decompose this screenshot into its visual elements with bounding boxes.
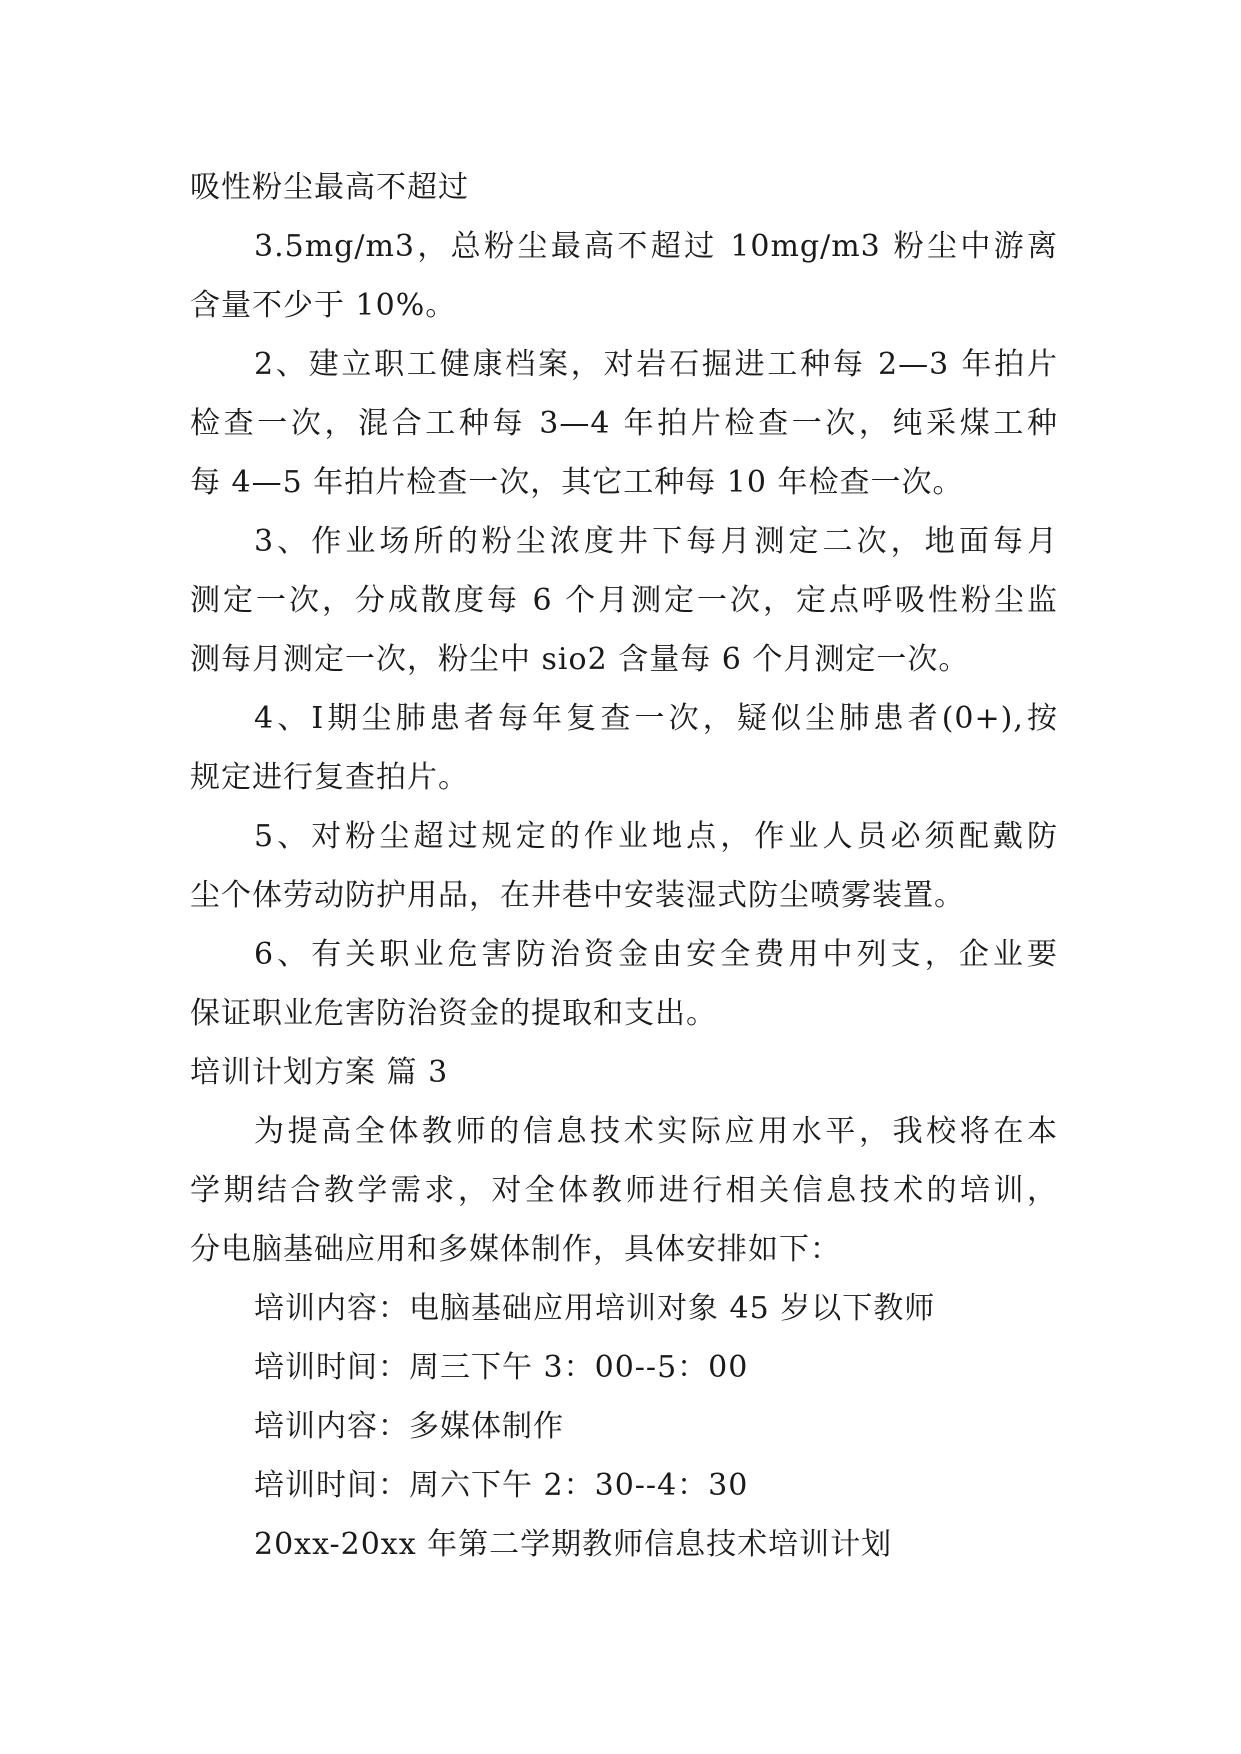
text-line: 3、作业场所的粉尘浓度井下每月测定二次，地面每月 [254,524,1058,559]
text-line: 保证职业危害防治资金的提取和支出。 [190,996,717,1031]
text-line: 每 4—5 年拍片检查一次，其它工种每 10 年检查一次。 [190,465,964,500]
text-line: 2、建立职工健康档案，对岩石掘进工种每 2—3 年拍片 [254,347,1058,382]
text-line: 培训内容：多媒体制作 [254,1409,564,1444]
text-line: 3.5mg/m3，总粉尘最高不超过 10mg/m3 粉尘中游离 [254,229,1058,264]
text-line: 20xx-20xx 年第二学期教师信息技术培训计划 [254,1527,893,1562]
text-line: 培训时间：周三下午 3：00--5：00 [254,1350,749,1385]
text-line: 为提高全体教师的信息技术实际应用水平，我校将在本 [254,1114,1058,1149]
text-line: 检查一次，混合工种每 3—4 年拍片检查一次，纯采煤工种 [190,406,1058,441]
text-line: 学期结合教学需求，对全体教师进行相关信息技术的培训， [190,1173,1058,1208]
text-line: 培训时间：周六下午 2：30--4：30 [254,1468,749,1503]
text-line: 5、对粉尘超过规定的作业地点，作业人员必须配戴防 [254,819,1058,854]
text-line: 培训内容：电脑基础应用培训对象 45 岁以下教师 [254,1291,936,1326]
text-line: 吸性粉尘最高不超过 [190,170,469,205]
text-line: 尘个体劳动防护用品，在井巷中安装湿式防尘喷雾装置。 [190,878,965,913]
text-line: 测每月测定一次，粉尘中 sio2 含量每 6 个月测定一次。 [190,642,970,677]
document-body [190,158,1058,1574]
text-line: 4、Ⅰ期尘肺患者每年复查一次，疑似尘肺患者(0+),按 [254,701,1058,736]
text-line: 规定进行复查拍片。 [190,760,469,795]
text-line: 分电脑基础应用和多媒体制作，具体安排如下： [190,1232,841,1267]
text-line: 培训计划方案 篇 3 [190,1055,449,1090]
text-line: 测定一次，分成散度每 6 个月测定一次，定点呼吸性粉尘监 [190,583,1058,618]
text-line: 6、有关职业危害防治资金由安全费用中列支，企业要 [254,937,1058,972]
text-line: 含量不少于 10%。 [190,288,457,323]
